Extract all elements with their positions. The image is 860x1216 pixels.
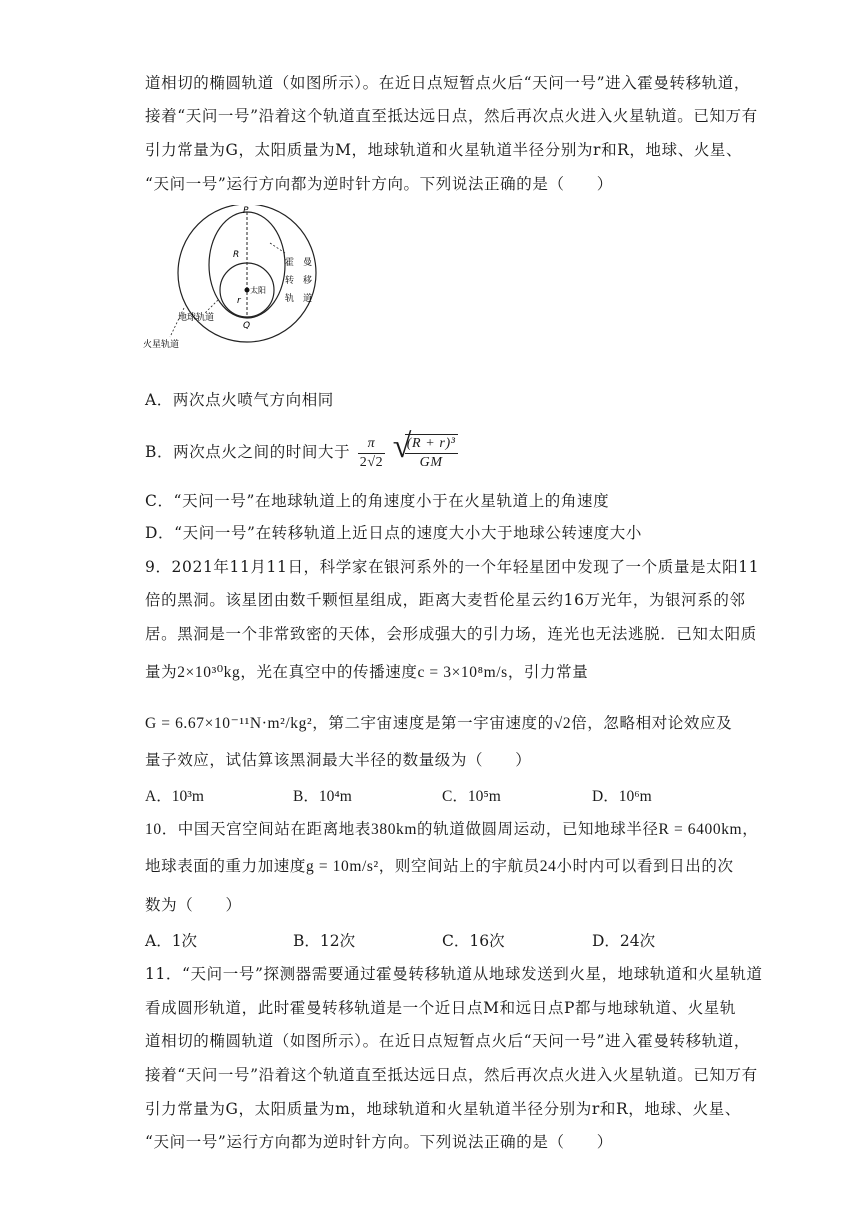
label-hohmann-4: 移 [303,276,313,286]
q9-text-line-3: 居。黑洞是一个非常致密的天体，会形成强大的引力场，连光也无法逃脱．已知太阳质 [145,625,757,643]
radical-sign-icon: √ [392,428,413,465]
earth-orbit-leader [205,300,218,313]
label-earth-orbit: 地球轨道 [178,313,215,323]
q9-option-c: C．10⁵m [442,788,501,805]
q10-option-c: C．16次 [442,932,505,950]
label-Q: Q [243,321,251,331]
q10-text-line-3: 数为（ ） [145,896,242,914]
q8-option-b-fraction [358,435,385,472]
q8-option-b-text: B．两次点火之间的时间大于 [145,443,351,461]
q8-option-b-numerator: π [367,435,376,451]
q9-option-a: A．10³m [145,788,204,805]
q9-text-line-2: 倍的黑洞。该星团由数千颗恒星组成，距离大麦哲伦星云约16万光年，为银河系的邻 [145,591,746,609]
q8-text-line-2: 接着“天问一号”沿着这个轨道直至抵达远日点，然后再次点火进入火星轨道。已知万有 [145,107,758,125]
q10-option-d: D．24次 [592,932,656,950]
q10-text-line-1: 10．中国天宫空间站在距离地表380km的轨道做圆周运动，已知地球半径R = 6400km， [145,821,759,838]
q9-option-d: D．10⁶m [592,788,652,805]
label-P: P [243,206,249,216]
q8-option-c: C．“天问一号”在地球轨道上的角速度小于在火星轨道上的角速度 [145,492,610,510]
q8-text-line-1: 道相切的椭圆轨道（如图所示）。在近日点短暂点火后“天问一号”进入霍曼转移轨道， [145,74,751,92]
q11-text-line-6: “天问一号”运行方向都为逆时针方向。下列说法正确的是（ ） [145,1133,613,1151]
q9-option-b: B．10⁴m [293,788,352,805]
q8-text-line-3: 引力常量为G，太阳质量为M，地球轨道和火星轨道半径分别为r和R，地球、火星、 [145,141,743,159]
q11-text-line-1: 11．“天问一号”探测器需要通过霍曼转移轨道从地球发送到火星，地球轨道和火星轨道 [145,965,763,983]
label-r: r [237,296,241,306]
label-hohmann-2: 曼 [303,258,313,268]
q9-text-line-5: G = 6.67×10⁻¹¹N·m²/kg²，第二宇宙速度是第一宇宙速度的√2倍，忽略相对论效应及 [145,715,733,732]
label-hohmann-6: 道 [303,294,313,304]
q9-text-line-4: 量为2×10³⁰kg，光在真空中的传播速度c = 3×10⁸m/s，引力常量 [145,664,589,681]
q10-option-b: B．12次 [293,932,356,950]
q8-option-b-denominator: 2√2 [359,454,384,470]
q11-text-line-4: 接着“天问一号”沿着这个轨道直至抵达远日点，然后再次点火进入火星轨道。已知万有 [145,1066,758,1084]
q8-option-a: A．两次点火喷气方向相同 [145,391,334,409]
q10-text-line-2: 地球表面的重力加速度g = 10m/s²，则空间站上的宇航员24小时内可以看到日出的次 [145,858,734,875]
label-hohmann-5: 轨 [285,294,295,304]
orbit-diagram [140,205,340,360]
q8-option-b-radical [392,428,458,475]
label-hohmann-3: 转 [285,276,295,286]
q8-option-b-radicand-num: (R + r)³ [406,436,456,452]
q8-option-b-radicand-den: GM [405,453,458,472]
q8-text-line-4: “天问一号”运行方向都为逆时针方向。下列说法正确的是（ ） [145,175,613,193]
q11-text-line-2: 看成圆形轨道，此时霍曼转移轨道是一个近日点M和远日点P都与地球轨道、火星轨 [145,999,737,1017]
q11-text-line-3: 道相切的椭圆轨道（如图所示）。在近日点短暂点火后“天问一号”进入霍曼转移轨道， [145,1032,751,1050]
q8-option-b [145,430,710,474]
q9-text-line-6: 量子效应，试估算该黑洞最大半径的数量级为（ ） [145,751,532,769]
q11-text-line-5: 引力常量为G，太阳质量为m，地球轨道和火星轨道半径分别为r和R，地球、火星、 [145,1100,741,1118]
label-sun: 太阳 [250,286,266,295]
label-mars-orbit: 火星轨道 [143,340,180,350]
sun-dot [245,288,250,293]
label-hohmann-1: 霍 [285,258,295,268]
q10-option-a: A．1次 [145,932,198,950]
q8-option-d: D．“天问一号”在转移轨道上近日点的速度大小大于地球公转速度大小 [145,524,642,542]
label-R: R [233,250,240,260]
q9-text-line-1: 9．2021年11月11日，科学家在银河系外的一个年轻星团中发现了一个质量是太阳11 [145,558,760,576]
